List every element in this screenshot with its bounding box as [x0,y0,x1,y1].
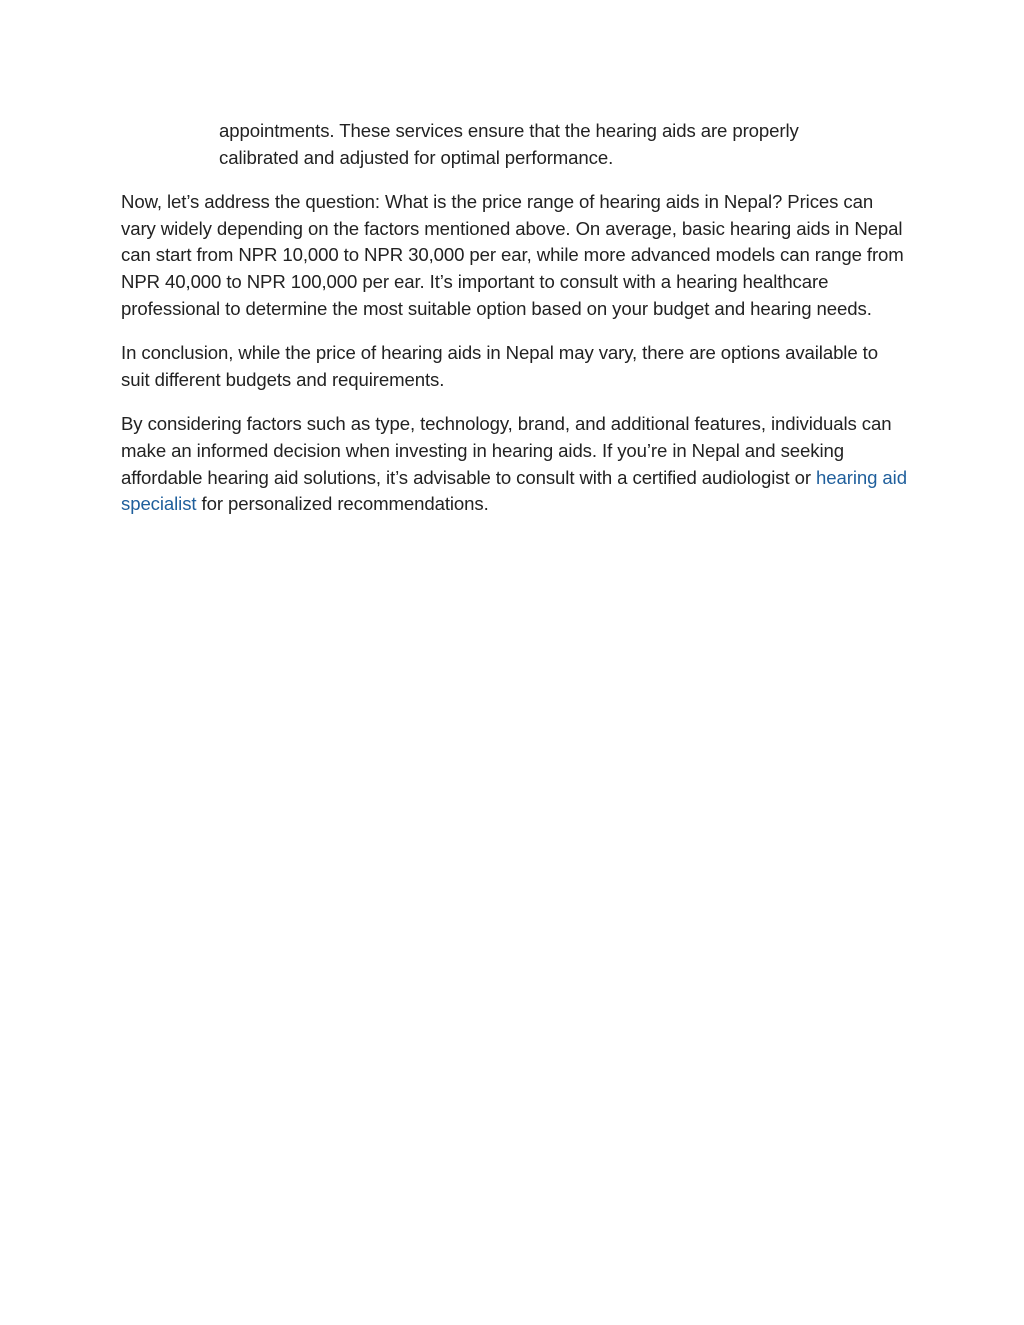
final-paragraph-text-before-link: By considering factors such as type, technology, brand, and additional features, individuals can make an informed decision when investing in hearing aids. If you’re in Nepal and seeking affordable hearing aid solutions, it’s advisable to consult with a certified audiologist or [121,413,892,488]
price-range-paragraph: Now, let’s address the question: What is the price range of hearing aids in Nepal? Prices can vary widely depending on the factors mentioned above. On average, basic hearing aids in Nepal can start from NPR 10,000 to NPR 30,000 per ear, while more advanced models can range from NPR 40,000 to NPR 100,000 per ear. It’s important to consult with a hearing healthcare professional to determine the most suitable option based on your budget and hearing needs. [121,191,904,319]
hearing-aid-specialist-link[interactable]: hearing aid specialist [121,466,907,515]
continued-list-item-text: appointments. These services ensure that the hearing aids are properly calibrated and adjusted for optimal performance. [219,120,799,168]
document-body [121,118,911,536]
final-paragraph [121,411,911,517]
final-paragraph-text-after-link: for personalized recommendations. [196,493,489,515]
conclusion-paragraph: In conclusion, while the price of hearing aids in Nepal may vary, there are options available to suit different budgets and requirements. [121,342,878,390]
